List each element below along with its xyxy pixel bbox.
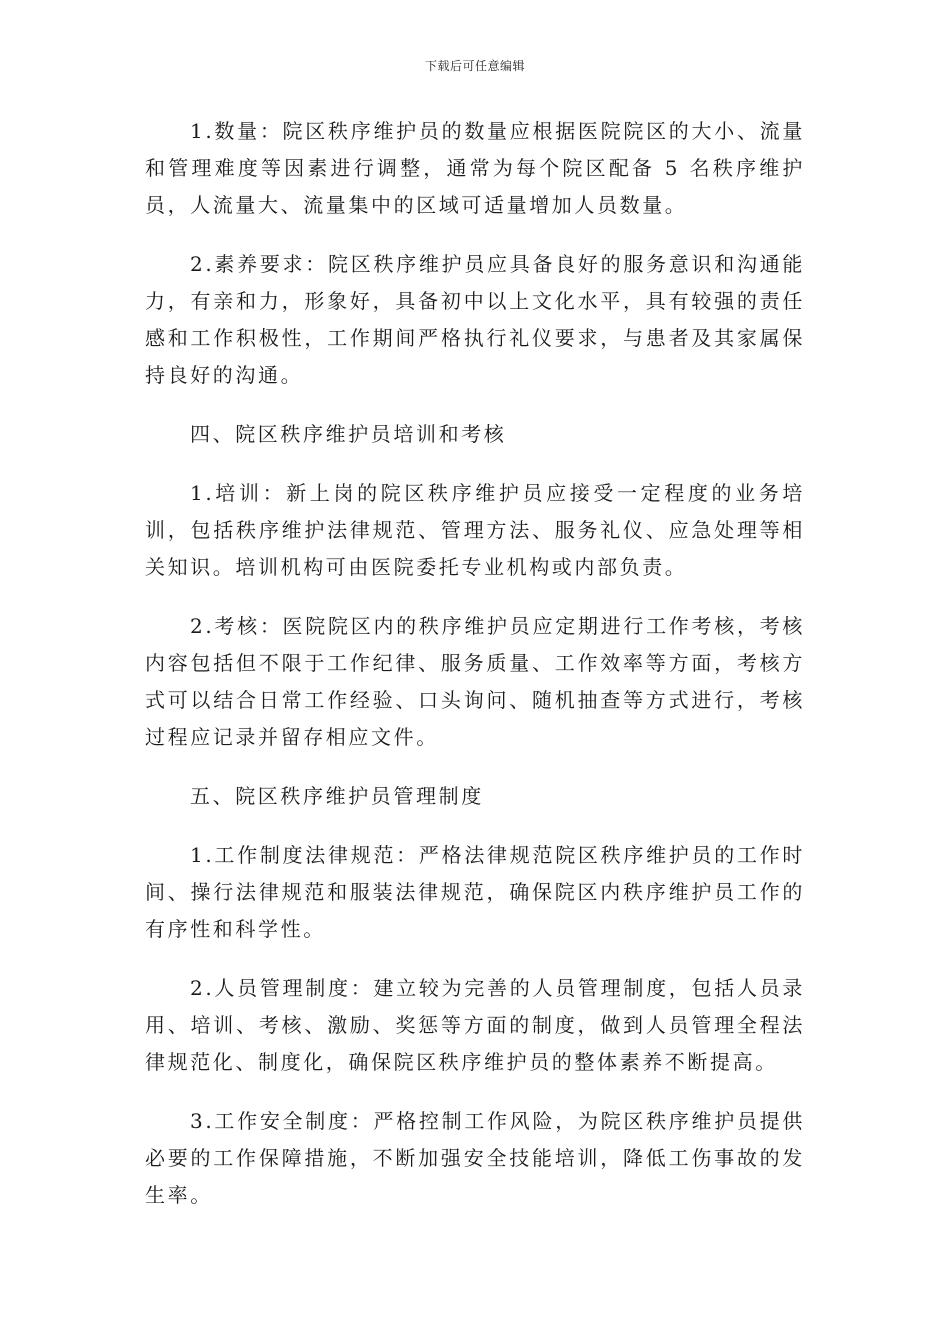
para-work-system: 1.工作制度法律规范：严格法律规范院区秩序维护员的工作时间、操行法律规范和服装法律规范，确保院区内秩序维护员工作的有序性和科学性。 — [145, 843, 805, 941]
para-quality-requirements: 2.素养要求：院区秩序维护员应具备良好的服务意识和沟通能力，有亲和力，形象好，具备初中以上文化水平，具有较强的责任感和工作积极性，工作期间严格执行礼仪要求，与患者及其家属保持良好的沟通。 — [145, 252, 805, 387]
para-assessment: 2.考核：医院院区内的秩序维护员应定期进行工作考核，考核内容包括但不限于工作纪律、服务质量、工作效率等方面，考核方式可以结合日常工作经验、口头询问、随机抽查等方式进行，考核过程应记录并留存相应文件。 — [145, 614, 805, 749]
para-personnel-system: 2.人员管理制度：建立较为完善的人员管理制度，包括人员录用、培训、考核、激励、奖惩等方面的制度，做到人员管理全程法律规范化、制度化，确保院区秩序维护员的整体素养不断提高。 — [145, 976, 805, 1074]
document-body — [145, 113, 805, 1236]
heading-management-system: 五、院区秩序维护员管理制度 — [190, 784, 484, 808]
para-quantity: 1.数量：院区秩序维护员的数量应根据医院院区的大小、流量和管理难度等因素进行调整，通常为每个院区配备 5 名秩序维护员，人流量大、流量集中的区域可适量增加人员数量。 — [145, 119, 805, 217]
header-note: 下载后可任意编辑 — [424, 59, 525, 73]
heading-training-assessment: 四、院区秩序维护员培训和考核 — [190, 422, 507, 446]
para-training: 1.培训：新上岗的院区秩序维护员应接受一定程度的业务培训，包括秩序维护法律规范、管理方法、服务礼仪、应急处理等相关知识。培训机构可由医院委托专业机构或内部负责。 — [145, 481, 805, 579]
para-safety-system: 3.工作安全制度：严格控制工作风险，为院区秩序维护员提供必要的工作保障措施，不断加强安全技能培训，降低工伤事故的发生率。 — [145, 1109, 805, 1207]
